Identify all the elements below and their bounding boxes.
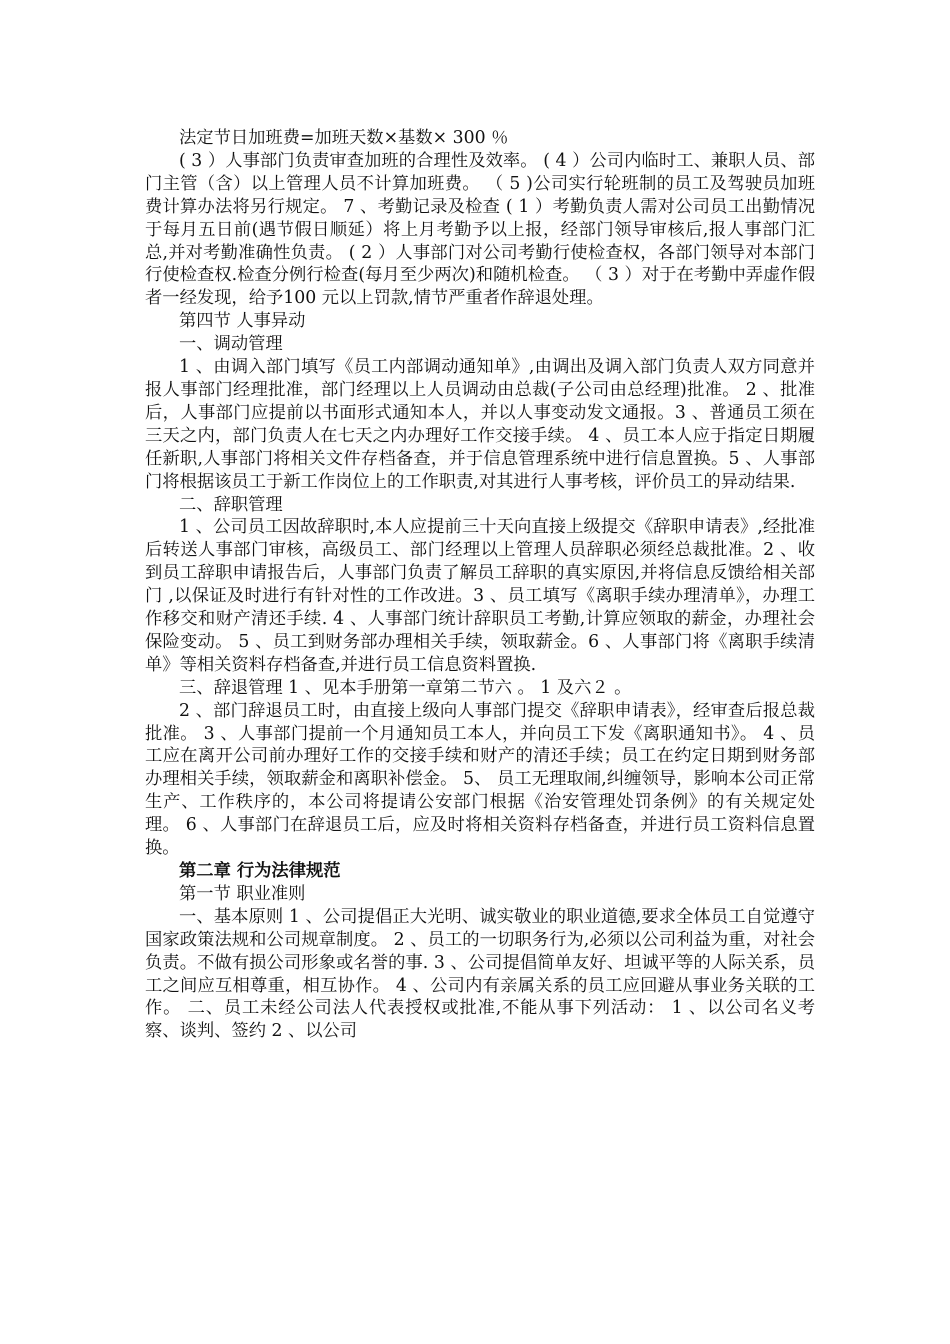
paragraph-overtime-formula: 法定节日加班费=加班天数×基数× 300 ％ [179, 128, 509, 148]
section-title-professional-code: 第一节 职业准则 [179, 883, 306, 904]
document-page [145, 127, 815, 1043]
chapter-heading-conduct: 第二章 行为法律规范 [179, 861, 341, 881]
paragraph-dismissal-rules: 2 、部门辞退员工时，由直接上级向人事部门提交《辞职申请表》，经审查后报总裁批准。 3 、人事部门提前一个月通知员工本人，并向员工下发《离职通知书》。 4 、员工应在离开公司前办理好工作的交接手续和财产的清还手续；员工在约定日期到财务部办理相关手续，领取薪金和离职补偿金。 5、 员工无理取闹,纠缠领导，影响本公司正常生产、工作秩序的，本公司将提请公安部门根据《治安管理处罚条例》的有关规定处理。 6 、人事部门在辞退员工后，应及时将相关资料存档备查，并进行员工资料信息置换。 [145, 700, 815, 859]
paragraph-basic-principles: 一、基本原则 1 、公司提倡正大光明、诚实敬业的职业道德,要求全体员工自觉遵守国家政策法规和公司规章制度。 2 、员工的一切职务行为,必须以公司利益为重，对社会负责。不做有损公司形象或名誉的事. 3 、公司提倡简单友好、坦诚平等的人际关系，员工之间应互相尊重，相互协作。 4 、公司内有亲属关系的员工应回避从事业务关联的工作。 二、员工未经公司法人代表授权或批准,不能从事下列活动： 1 、以公司名义考察、谈判、签约 2 、以公司 [145, 906, 815, 1042]
section-title-personnel-change: 第四节 人事异动 [179, 311, 306, 332]
paragraph-attendance-rules: ( 3 ）人事部门负责审查加班的合理性及效率。 ( 4 ）公司内临时工、兼职人员、部门主管（含）以上管理人员不计算加班费。 （ 5 )公司实行轮班制的员工及驾驶员加班费计算办法将另行规定。 7 、考勤记录及检查 ( 1 ）考勤负责人需对公司员工出勤情况于每月五日前(遇节假日顺延）将上月考勤予以上报，经部门领导审核后,报人事部门汇总,并对考勤准确性负责。 ( 2 ）人事部门对公司考勤行使检查权，各部门领导对本部门行使检查权.检查分例行检查(每月至少两次)和随机检查。 （ 3 ）对于在考勤中弄虚作假者一经发现，给予100 元以上罚款,情节严重者作辞退处理。 [145, 150, 815, 309]
subsection-title-transfer: 一、调动管理 [179, 334, 283, 355]
paragraph-dismissal-intro: 三、辞退管理 1 、见本手册第一章第二节六 。 1 及六２ 。 [179, 677, 632, 698]
subsection-title-resignation: 二、辞职管理 [179, 494, 283, 515]
paragraph-resignation-rules: 1 、公司员工因故辞职时,本人应提前三十天向直接上级提交《辞职申请表》,经批准后转送人事部门审核，高级员工、部门经理以上管理人员辞职必须经总裁批准。2 、收到员工辞职申请报告后，人事部门负责了解员工辞职的真实原因,并将信息反馈给相关部门 ,以保证及时进行有针对性的工作改进。3 、员工填写《离职手续办理清单》，办理工作移交和财产清还手续. 4 、人事部门统计辞职员工考勤,计算应领取的薪金，办理社会保险变动。 5 、员工到财务部办理相关手续，领取薪金。6 、人事部门将《离职手续清单》等相关资料存档备查,并进行员工信息资料置换. [145, 517, 815, 675]
paragraph-transfer-rules: 1 、由调入部门填写《员工内部调动通知单》,由调出及调入部门负责人双方同意并报人事部门经理批准，部门经理以上人员调动由总裁(子公司由总经理)批准。 2 、批准后，人事部门应提前以书面形式通知本人，并以人事变动发文通报。3 、普通员工须在三天之内，部门负责人在七天之内办理好工作交接手续。 4 、员工本人应于指定日期履任新职,人事部门将相关文件存档备查，并于信息管理系统中进行信息置换。5 、人事部门将根据该员工于新工作岗位上的工作职责,对其进行人事考核，评价员工的异动结果. [145, 357, 815, 492]
